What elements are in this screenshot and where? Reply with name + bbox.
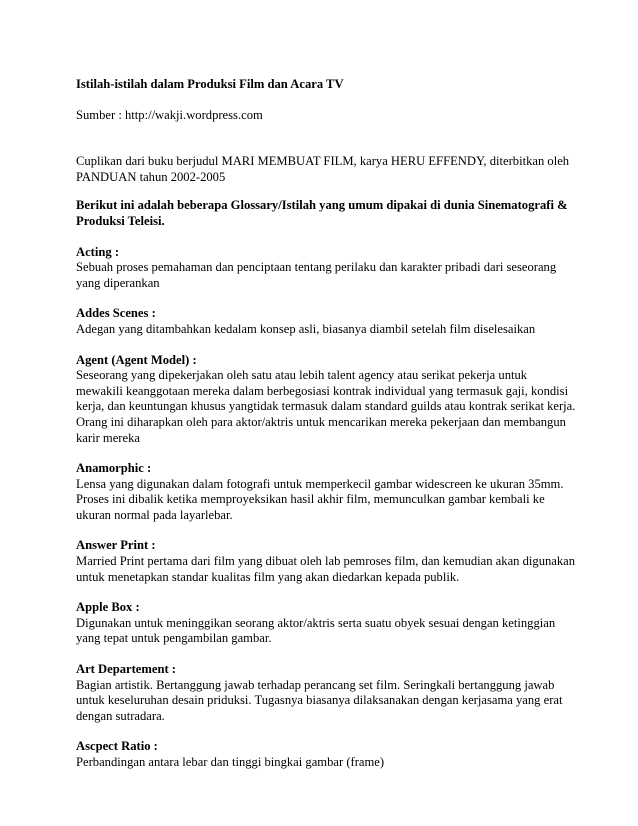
glossary-entry-agent <box>76 353 576 447</box>
glossary-entry-answer-print <box>76 538 576 585</box>
glossary-definition: Perbandingan antara lebar dan tinggi bingkai gambar (frame) <box>76 755 385 769</box>
source-line: Sumber : http://wakji.wordpress.com <box>76 107 263 122</box>
glossary-term: Answer Print : <box>76 538 156 553</box>
glossary-definition: Bagian artistik. Bertanggung jawab terhadap perancang set film. Seringkali bertanggung jawab untuk keseluruhan desain priduksi. Tugasnya biasanya dilaksanakan dengan kerjasama yang erat dengan sutradara. <box>76 677 563 723</box>
glossary-entry-art-departement <box>76 662 576 724</box>
glossary-term: Art Departement : <box>76 662 177 677</box>
intro-paragraph: Cuplikan dari buku berjudul MARI MEMBUAT FILM, karya HERU EFFENDY, diterbitkan oleh PANDUAN tahun 2002-2005 <box>76 154 570 184</box>
glossary-term: Addes Scenes : <box>76 306 156 321</box>
glossary-term: Anamorphic : <box>76 461 152 476</box>
glossary-definition: Married Print pertama dari film yang dibuat oleh lab pemroses film, dan kemudian akan digunakan untuk menetapkan standar kualitas film yang akan diedarkan kepada publik. <box>76 554 576 584</box>
glossary-definition: Digunakan untuk meninggikan seorang aktor/aktris serta suatu obyek sesuai dengan ketinggian yang tepat untuk pengambilan gambar. <box>76 615 556 646</box>
glossary-definition: Sebuah proses pemahaman dan penciptaan tentang perilaku dan karakter pribadi dari seseorang yang diperankan <box>76 260 557 290</box>
document-title: Istilah-istilah dalam Produksi Film dan Acara TV <box>76 77 344 91</box>
glossary-entry-acting <box>76 245 576 292</box>
glossary-definition: Adegan yang ditambahkan kedalam konsep asli, biasanya diambil setelah film diselesaikan <box>76 321 536 336</box>
glossary-entry-apple-box <box>76 600 576 647</box>
glossary-definition: Seseorang yang dipekerjakan oleh satu atau lebih talent agency atau serikat pekerja untuk mewakili keanggotaan mereka dalam berbegosiasi kontrak individual yang termasuk gaji, kondisi kerja, dan keuntungan khusus yangtidak termasuk dalam standard guilds atau kontrak serikat kerja. Orang ini diharapkan oleh para aktor/aktris untuk mencarikan mereka pekerjaan dan membangun karir mereka <box>76 368 576 445</box>
glossary-term: Apple Box : <box>76 600 140 615</box>
glossary-entry-anamorphic <box>76 461 576 523</box>
glossary-term: Agent (Agent Model) : <box>76 352 197 367</box>
glossary-definition: Lensa yang digunakan dalam fotografi untuk memperkecil gambar widescreen ke ukuran 35mm. Proses ini dibalik ketika memproyeksikan hasil akhir film, memunculkan gambar kembali ke ukuran normal pada layarlebar. <box>76 476 564 522</box>
document-page <box>76 77 576 786</box>
glossary-term: Ascpect Ratio : <box>76 739 158 754</box>
glossary-entry-aspect-ratio <box>76 739 576 770</box>
glossary-term: Acting : <box>76 244 120 259</box>
lead-paragraph: Berikut ini adalah beberapa Glossary/Istilah yang umum dipakai di dunia Sinematografi & Produksi Teleisi. <box>76 198 568 228</box>
glossary-entry-addes-scenes <box>76 306 576 337</box>
